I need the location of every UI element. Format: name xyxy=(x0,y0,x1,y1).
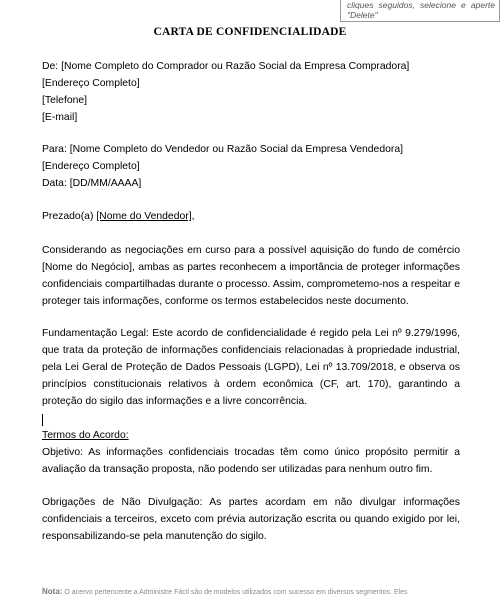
terms-heading[interactable] xyxy=(42,427,460,444)
footer-note xyxy=(42,587,482,597)
sender-name: [Nome Completo do Comprador ou Razão Social da Empresa Compradora] xyxy=(61,61,410,72)
sender-name-line[interactable] xyxy=(42,58,460,75)
objective-text: Objetivo: As informações confidenciais trocadas têm como único propósito permitir a avaliação da transação proposta, não podendo ser utilizadas para nenhum outro fim. xyxy=(42,447,460,475)
instruction-callout xyxy=(340,0,500,22)
recipient-date[interactable]: Data: [DD/MM/AAAA] xyxy=(42,178,142,189)
paragraph-intro[interactable] xyxy=(42,242,460,310)
recipient-block xyxy=(42,141,460,192)
intro-text: Considerando as negociações em curso para a possível aquisição do fundo de comércio [Nome do Negócio], ambas as partes reconhecem a importância de proteger informações confidenciais compartilhadas durante o processo. Assim, comprometemo-nos a respeitar e proteger tais informações, conforme os termos estabelecidos neste documento. xyxy=(42,245,460,307)
note-text: O acervo pertencente a Administre Fácil são de modelos utilizados com sucesso em diversos segmentos. Eles xyxy=(62,589,408,596)
sender-prefix: De: xyxy=(42,61,62,72)
sender-phone[interactable]: [Telefone] xyxy=(42,95,88,106)
legal-text: Fundamentação Legal: Este acordo de confidencialidade é regido pela Lei nº 9.279/1996, que trata da proteção de informações confidenciais relacionadas à propriedade industrial, pela Lei Geral de Proteção de Dados Pessoais (LGPD), Lei nº 13.709/2018, e observa os princípios constitucionais relativos à ordem econômica (CF, art. 170), garantindo a proteção do sigilo das informações e a livre concorrência. xyxy=(42,328,460,407)
sender-block xyxy=(42,58,460,126)
document-title: CARTA DE CONFIDENCIALIDADE xyxy=(153,26,347,38)
greeting-name: [Nome do Vendedor] xyxy=(96,211,192,222)
greeting-suffix: , xyxy=(191,211,195,222)
greeting-prefix: Prezado(a) xyxy=(42,211,97,222)
recipient-address[interactable]: [Endereço Completo] xyxy=(42,161,140,172)
sender-email[interactable]: [E-mail] xyxy=(42,112,78,123)
greeting[interactable] xyxy=(42,208,460,225)
terms-heading-text: Termos do Acordo: xyxy=(42,430,129,441)
paragraph-obligations[interactable] xyxy=(42,494,460,545)
callout-text: cliques seguidos, selecione e aperte "Delete" xyxy=(347,0,495,20)
recipient-name[interactable]: Para: [Nome Completo do Vendedor ou Razão Social da Empresa Vendedora] xyxy=(42,144,404,155)
paragraph-legal[interactable] xyxy=(42,325,460,410)
obligations-text: Obrigações de Não Divulgação: As partes acordam em não divulgar informações confidenciais a terceiros, exceto com prévia autorização escrita ou quando exigido por lei, responsabilizando-se pela manutenção do sigilo. xyxy=(42,497,460,542)
sender-address[interactable]: [Endereço Completo] xyxy=(42,78,140,89)
paragraph-objective[interactable] xyxy=(42,444,460,478)
text-cursor xyxy=(42,414,43,426)
note-label: Nota: xyxy=(42,587,63,596)
